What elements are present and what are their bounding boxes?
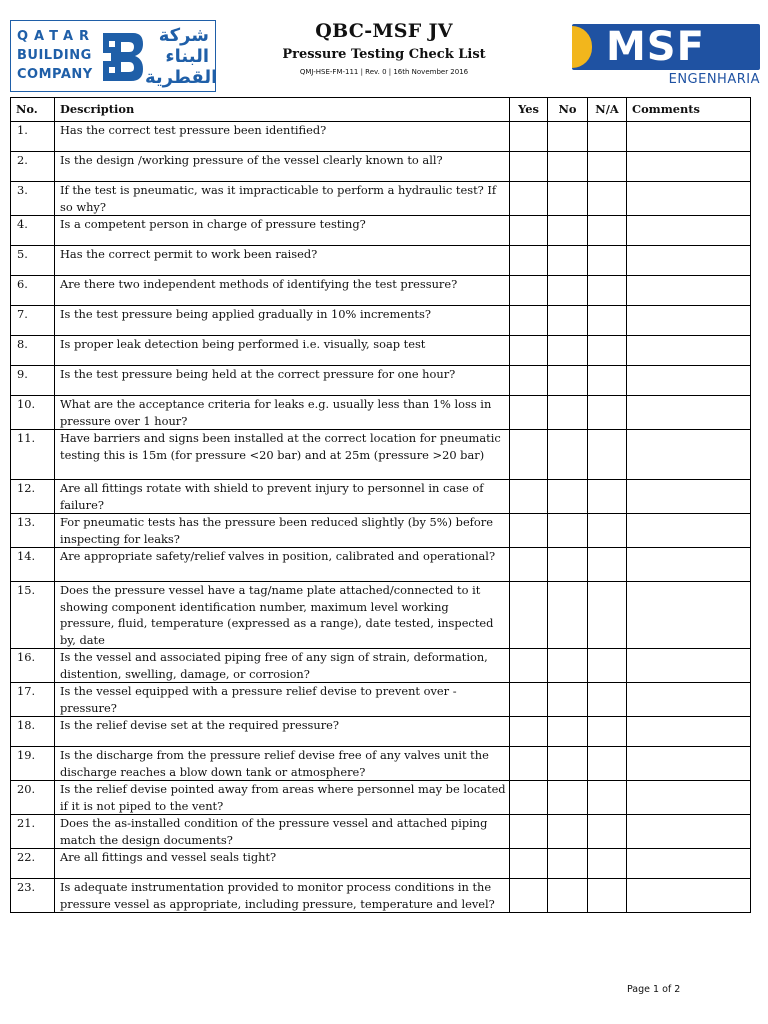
row-description: Is the vessel and associated piping free of any sign of strain, deformation, distention, swelling, damage, or corrosion? [55, 649, 510, 683]
na-checkbox-cell[interactable] [588, 182, 627, 216]
row-number: 14. [11, 548, 55, 582]
yes-checkbox-cell[interactable] [510, 336, 548, 366]
row-description: Is adequate instrumentation provided to monitor process conditions in the pressure vessel as appropriate, including pressure, temperature and level? [55, 879, 510, 913]
row-number: 15. [11, 582, 55, 649]
table-row [11, 216, 751, 246]
na-checkbox-cell[interactable] [588, 879, 627, 913]
row-number: 17. [11, 683, 55, 717]
yes-checkbox-cell[interactable] [510, 781, 548, 815]
table-row [11, 717, 751, 747]
comments-cell[interactable] [627, 276, 751, 306]
row-number: 5. [11, 246, 55, 276]
column-header-comments: Comments [627, 98, 751, 122]
table-row [11, 649, 751, 683]
na-checkbox-cell[interactable] [588, 849, 627, 879]
row-number: 18. [11, 717, 55, 747]
document-header [250, 18, 518, 78]
na-checkbox-cell[interactable] [588, 396, 627, 430]
yes-checkbox-cell[interactable] [510, 548, 548, 582]
qbc-emblem-icon [99, 31, 145, 83]
comments-cell[interactable] [627, 514, 751, 548]
yes-checkbox-cell[interactable] [510, 480, 548, 514]
na-checkbox-cell[interactable] [588, 152, 627, 182]
na-checkbox-cell[interactable] [588, 781, 627, 815]
no-checkbox-cell[interactable] [548, 336, 588, 366]
comments-cell[interactable] [627, 430, 751, 480]
row-number: 7. [11, 306, 55, 336]
row-description: Are all fittings and vessel seals tight? [55, 849, 510, 879]
no-checkbox-cell[interactable] [548, 122, 588, 152]
yes-checkbox-cell[interactable] [510, 815, 548, 849]
na-checkbox-cell[interactable] [588, 548, 627, 582]
yes-checkbox-cell[interactable] [510, 182, 548, 216]
row-description: Is proper leak detection being performed i.e. visually, soap test [55, 336, 510, 366]
na-checkbox-cell[interactable] [588, 122, 627, 152]
na-checkbox-cell[interactable] [588, 246, 627, 276]
table-row [11, 306, 751, 336]
table-row [11, 152, 751, 182]
row-number: 19. [11, 747, 55, 781]
yes-checkbox-cell[interactable] [510, 747, 548, 781]
yes-checkbox-cell[interactable] [510, 122, 548, 152]
row-description: Does the pressure vessel have a tag/name plate attached/connected to it showing component identification number, maximum level working pressure, fluid, temperature (expressed as a range), date tested, inspected by, date [55, 582, 510, 649]
comments-cell[interactable] [627, 182, 751, 216]
no-checkbox-cell[interactable] [548, 182, 588, 216]
row-number: 9. [11, 366, 55, 396]
row-number: 20. [11, 781, 55, 815]
comments-cell[interactable] [627, 366, 751, 396]
comments-cell[interactable] [627, 582, 751, 649]
table-row [11, 366, 751, 396]
comments-cell[interactable] [627, 216, 751, 246]
comments-cell[interactable] [627, 396, 751, 430]
table-row [11, 879, 751, 913]
no-checkbox-cell[interactable] [548, 649, 588, 683]
qbc-logo [10, 20, 216, 92]
table-row [11, 514, 751, 548]
na-checkbox-cell[interactable] [588, 336, 627, 366]
checklist-body [11, 122, 751, 913]
row-description: Is the test pressure being applied gradually in 10% increments? [55, 306, 510, 336]
no-checkbox-cell[interactable] [548, 246, 588, 276]
comments-cell[interactable] [627, 306, 751, 336]
comments-cell[interactable] [627, 747, 751, 781]
comments-cell[interactable] [627, 683, 751, 717]
row-description: Are appropriate safety/relief valves in position, calibrated and operational? [55, 548, 510, 582]
no-checkbox-cell[interactable] [548, 849, 588, 879]
column-header-description: Description [55, 98, 510, 122]
comments-cell[interactable] [627, 849, 751, 879]
column-header-no: No. [11, 98, 55, 122]
row-number: 6. [11, 276, 55, 306]
no-checkbox-cell[interactable] [548, 582, 588, 649]
page-number: Page 1 of 2 [627, 984, 681, 995]
yes-checkbox-cell[interactable] [510, 879, 548, 913]
yes-checkbox-cell[interactable] [510, 152, 548, 182]
yes-checkbox-cell[interactable] [510, 514, 548, 548]
table-row [11, 122, 751, 152]
na-checkbox-cell[interactable] [588, 815, 627, 849]
document-title: QBC-MSF JV [315, 20, 453, 42]
no-checkbox-cell[interactable] [548, 781, 588, 815]
msf-logo-bar [572, 24, 760, 70]
comments-cell[interactable] [627, 815, 751, 849]
row-number: 4. [11, 216, 55, 246]
msf-accent-shape [572, 26, 592, 68]
msf-logo [572, 24, 760, 92]
row-description: Does the as-installed condition of the pressure vessel and attached piping match the design documents? [55, 815, 510, 849]
row-number: 21. [11, 815, 55, 849]
row-number: 1. [11, 122, 55, 152]
table-row [11, 430, 751, 480]
na-checkbox-cell[interactable] [588, 649, 627, 683]
table-row [11, 246, 751, 276]
no-checkbox-cell[interactable] [548, 815, 588, 849]
row-description: Is the relief devise pointed away from areas where personnel may be located if it is not piped to the vent? [55, 781, 510, 815]
comments-cell[interactable] [627, 246, 751, 276]
row-description: Are there two independent methods of identifying the test pressure? [55, 276, 510, 306]
yes-checkbox-cell[interactable] [510, 276, 548, 306]
row-number: 13. [11, 514, 55, 548]
yes-checkbox-cell[interactable] [510, 306, 548, 336]
na-checkbox-cell[interactable] [588, 216, 627, 246]
comments-cell[interactable] [627, 480, 751, 514]
yes-checkbox-cell[interactable] [510, 430, 548, 480]
no-checkbox-cell[interactable] [548, 683, 588, 717]
column-header-yes: Yes [510, 98, 548, 122]
comments-cell[interactable] [627, 717, 751, 747]
na-checkbox-cell[interactable] [588, 683, 627, 717]
no-checkbox-cell[interactable] [548, 276, 588, 306]
row-number: 11. [11, 430, 55, 480]
document-subtitle: Pressure Testing Check List [282, 47, 486, 62]
msf-logo-subtext: ENGENHARIA [668, 72, 760, 87]
na-checkbox-cell[interactable] [588, 514, 627, 548]
table-row [11, 480, 751, 514]
row-description: Is the discharge from the pressure relief devise free of any valves unit the discharge reaches a blow down tank or atmosphere? [55, 747, 510, 781]
no-checkbox-cell[interactable] [548, 717, 588, 747]
row-number: 23. [11, 879, 55, 913]
no-checkbox-cell[interactable] [548, 747, 588, 781]
row-number: 3. [11, 182, 55, 216]
comments-cell[interactable] [627, 122, 751, 152]
yes-checkbox-cell[interactable] [510, 366, 548, 396]
yes-checkbox-cell[interactable] [510, 582, 548, 649]
no-checkbox-cell[interactable] [548, 879, 588, 913]
checklist-table [10, 97, 751, 913]
no-checkbox-cell[interactable] [548, 548, 588, 582]
qbc-logo-arabic: شركة البناء القطرية [145, 25, 218, 88]
no-checkbox-cell[interactable] [548, 480, 588, 514]
no-checkbox-cell[interactable] [548, 430, 588, 480]
yes-checkbox-cell[interactable] [510, 717, 548, 747]
document-reference: QMJ-HSE-FM-111 | Rev. 0 | 16th November 2016 [299, 68, 469, 76]
table-row [11, 336, 751, 366]
no-checkbox-cell[interactable] [548, 152, 588, 182]
row-description: Is the vessel equipped with a pressure relief devise to prevent over - pressure? [55, 683, 510, 717]
row-number: 12. [11, 480, 55, 514]
no-checkbox-cell[interactable] [548, 306, 588, 336]
column-header-na: N/A [588, 98, 627, 122]
table-row [11, 276, 751, 306]
comments-cell[interactable] [627, 336, 751, 366]
qbc-logo-english: QATAR BUILDING COMPANY [17, 29, 96, 82]
row-description: Has the correct test pressure been identified? [55, 122, 510, 152]
row-description: For pneumatic tests has the pressure been reduced slightly (by 5%) before inspecting for leaks? [55, 514, 510, 548]
na-checkbox-cell[interactable] [588, 717, 627, 747]
no-checkbox-cell[interactable] [548, 366, 588, 396]
table-header-row [11, 98, 751, 122]
yes-checkbox-cell[interactable] [510, 649, 548, 683]
row-number: 2. [11, 152, 55, 182]
table-row [11, 815, 751, 849]
row-description: Is the design /working pressure of the vessel clearly known to all? [55, 152, 510, 182]
yes-checkbox-cell[interactable] [510, 246, 548, 276]
row-description: Have barriers and signs been installed at the correct location for pneumatic testing this is 15m (for pressure <20 bar) and at 25m (pressure >20 bar) [55, 430, 510, 480]
na-checkbox-cell[interactable] [588, 366, 627, 396]
no-checkbox-cell[interactable] [548, 216, 588, 246]
yes-checkbox-cell[interactable] [510, 396, 548, 430]
row-number: 10. [11, 396, 55, 430]
table-row [11, 683, 751, 717]
comments-cell[interactable] [627, 649, 751, 683]
table-row [11, 747, 751, 781]
row-description: What are the acceptance criteria for leaks e.g. usually less than 1% loss in pressure over 1 hour? [55, 396, 510, 430]
table-row [11, 582, 751, 649]
na-checkbox-cell[interactable] [588, 276, 627, 306]
table-row [11, 396, 751, 430]
no-checkbox-cell[interactable] [548, 514, 588, 548]
na-checkbox-cell[interactable] [588, 306, 627, 336]
table-row [11, 548, 751, 582]
yes-checkbox-cell[interactable] [510, 216, 548, 246]
row-description: Are all fittings rotate with shield to prevent injury to personnel in case of failure? [55, 480, 510, 514]
table-row [11, 182, 751, 216]
row-description: If the test is pneumatic, was it impracticable to perform a hydraulic test? If so why? [55, 182, 510, 216]
row-number: 22. [11, 849, 55, 879]
row-number: 8. [11, 336, 55, 366]
no-checkbox-cell[interactable] [548, 396, 588, 430]
table-row [11, 849, 751, 879]
column-header-no-answer: No [548, 98, 588, 122]
table-row [11, 781, 751, 815]
row-number: 16. [11, 649, 55, 683]
na-checkbox-cell[interactable] [588, 480, 627, 514]
msf-logo-text: MSF [606, 24, 705, 70]
row-description: Is the relief devise set at the required pressure? [55, 717, 510, 747]
comments-cell[interactable] [627, 879, 751, 913]
row-description: Is a competent person in charge of pressure testing? [55, 216, 510, 246]
yes-checkbox-cell[interactable] [510, 849, 548, 879]
row-description: Is the test pressure being held at the correct pressure for one hour? [55, 366, 510, 396]
na-checkbox-cell[interactable] [588, 582, 627, 649]
comments-cell[interactable] [627, 781, 751, 815]
comments-cell[interactable] [627, 152, 751, 182]
na-checkbox-cell[interactable] [588, 430, 627, 480]
na-checkbox-cell[interactable] [588, 747, 627, 781]
comments-cell[interactable] [627, 548, 751, 582]
yes-checkbox-cell[interactable] [510, 683, 548, 717]
row-description: Has the correct permit to work been raised? [55, 246, 510, 276]
